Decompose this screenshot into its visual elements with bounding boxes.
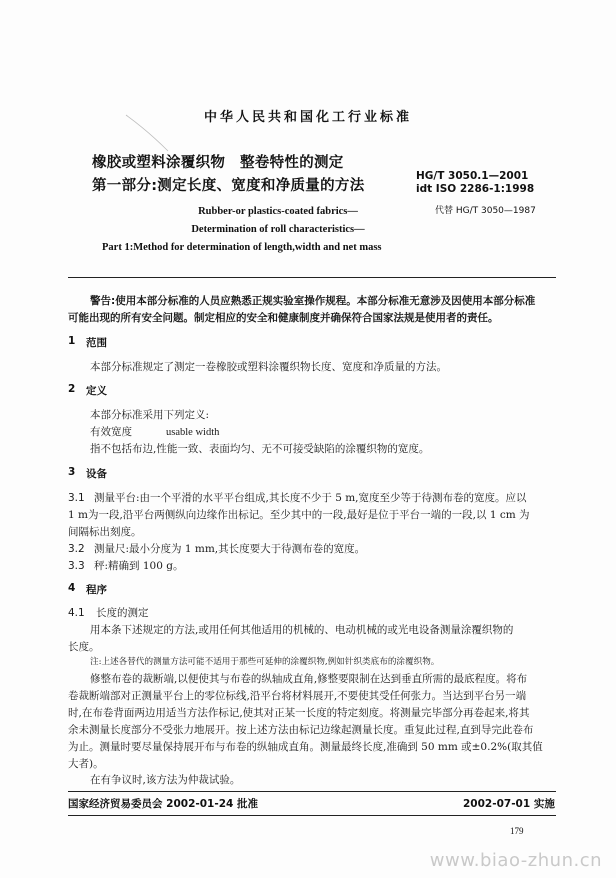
section-1-paragraph: 本部分标准规定了测定一卷橡胶或塑料涂覆织物长度、宽度和净质量的方法。 [90,361,447,373]
site-watermark: www.biao-zhun.cn [429,850,602,871]
item-4-1-number: 4.1 [68,607,85,619]
header-divider [68,277,556,278]
implementation-date: 2002-07-01 实施 [463,798,555,810]
section-1-title: 范围 [86,337,107,349]
title-zh-line2: 第一部分:测定长度、宽度和净质量的方法 [92,178,365,194]
org-title: 中华人民共和国化工行业标准 [203,110,412,125]
item-4-1-para3: 在有争议时,该方法为仲裁试验。 [90,774,241,786]
term-zh: 有效宽度 [90,426,132,438]
section-4-title: 程序 [86,584,107,596]
item-4-1-para2-line5: 为止。测量时要尽量保持展开布与布卷的纵轴成直角。测量最终长度,准确到 50 mm 或±0.2%(取其值 [68,741,543,753]
term-en: usable width [166,427,220,438]
item-3-1-line3: 间隔标出刻度。 [68,526,142,538]
item-3-2-number: 3.2 [68,543,85,555]
item-4-1-para1-line1: 用本条下述规定的方法,或用任何其他适用的机械的、电动机械的或光电设备测量涂覆织物的 [90,624,514,636]
section-2-title: 定义 [86,385,107,397]
item-4-1-para2-line6: 大者)。 [68,758,104,770]
item-4-1-para2-line3: 时,在布卷背面两边用适当方法作标记,使其对正某一长度的特定刻度。将测量完毕部分再卷起来,将其 [68,707,530,719]
replaces-standard: 代替 HG/T 3050—1987 [435,206,536,216]
footer-divider-bottom [68,815,556,816]
title-en-line1: Rubber-or plastics-coated fabrics— [198,206,358,217]
item-3-1-number: 3.1 [68,492,85,504]
item-4-1-para2-line1: 修整布卷的裁断端,以便使其与布卷的纵轴成直角,修整要限制在达到垂直所需的最底程度。将布 [90,673,528,685]
section-3-number: 3 [68,466,76,478]
title-en-line3: Part 1:Method for determination of length,width and net mass [102,242,382,253]
section-4-number: 4 [68,582,76,594]
item-4-1-note: 注:上述各替代的测量方法可能不适用于那些可延伸的涂覆织物,例如针织类底布的涂覆织物。 [90,657,440,667]
approval-info: 国家经济贸易委员会 2002-01-24 批准 [68,798,258,810]
item-4-1-para1-line2: 长度。 [68,641,100,653]
item-4-1-title: 长度的测定 [96,607,149,619]
item-4-1-para2-line4: 余未测量长度部分不受张力地展开。按上述方法由标记边缘起测量长度。重复此过程,直到导完此卷布 [68,724,534,736]
section-2-intro: 本部分标准采用下列定义: [90,409,210,421]
section-1-number: 1 [68,335,76,347]
item-4-1-para2-line2: 卷裁断端部对正测量平台上的零位标线,沿平台将材料展开,不要使其受任何张力。当达到平台另一端 [68,690,527,702]
item-3-1-line1: 测量平台:由一个平滑的水平平台组成,其长度不少于 5 m,宽度至少等于待测布卷的宽度。应以 [94,492,527,504]
page-number: 179 [510,826,524,836]
footer-divider-top [68,791,556,792]
item-3-1-line2: 1 m为一段,沿平台两侧纵向边缘作出标记。至少其中的一段,最好是位于平台一端的一段,以 1 cm 为 [68,509,530,521]
warning-line1: 警告:使用本部分标准的人员应熟悉正规实验室操作规程。本部分标准无意涉及因使用本部分标准 [90,295,536,307]
item-3-3-text: 秤:精确到 100 g。 [94,560,184,572]
section-3-title: 设备 [86,468,107,480]
standard-number: HG/T 3050.1—2001 [416,170,529,182]
idt-number: idt ISO 2286-1:1998 [416,183,535,195]
item-3-3-number: 3.3 [68,560,85,572]
title-en-line2: Determination of roll characteristics— [191,224,365,235]
section-2-number: 2 [68,383,76,395]
title-zh-line1: 橡胶或塑料涂覆织物 整卷特性的测定 [92,155,344,171]
warning-line2: 可能出现的所有安全问题。制定相应的安全和健康制度并确保符合国家法规是使用者的责任。 [68,312,499,324]
item-3-2-text: 测量尺:最小分度为 1 mm,其长度要大于待测布卷的宽度。 [94,543,366,555]
term-definition: 指不包括布边,性能一致、表面均匀、无不可接受缺陷的涂覆织物的宽度。 [90,443,430,455]
